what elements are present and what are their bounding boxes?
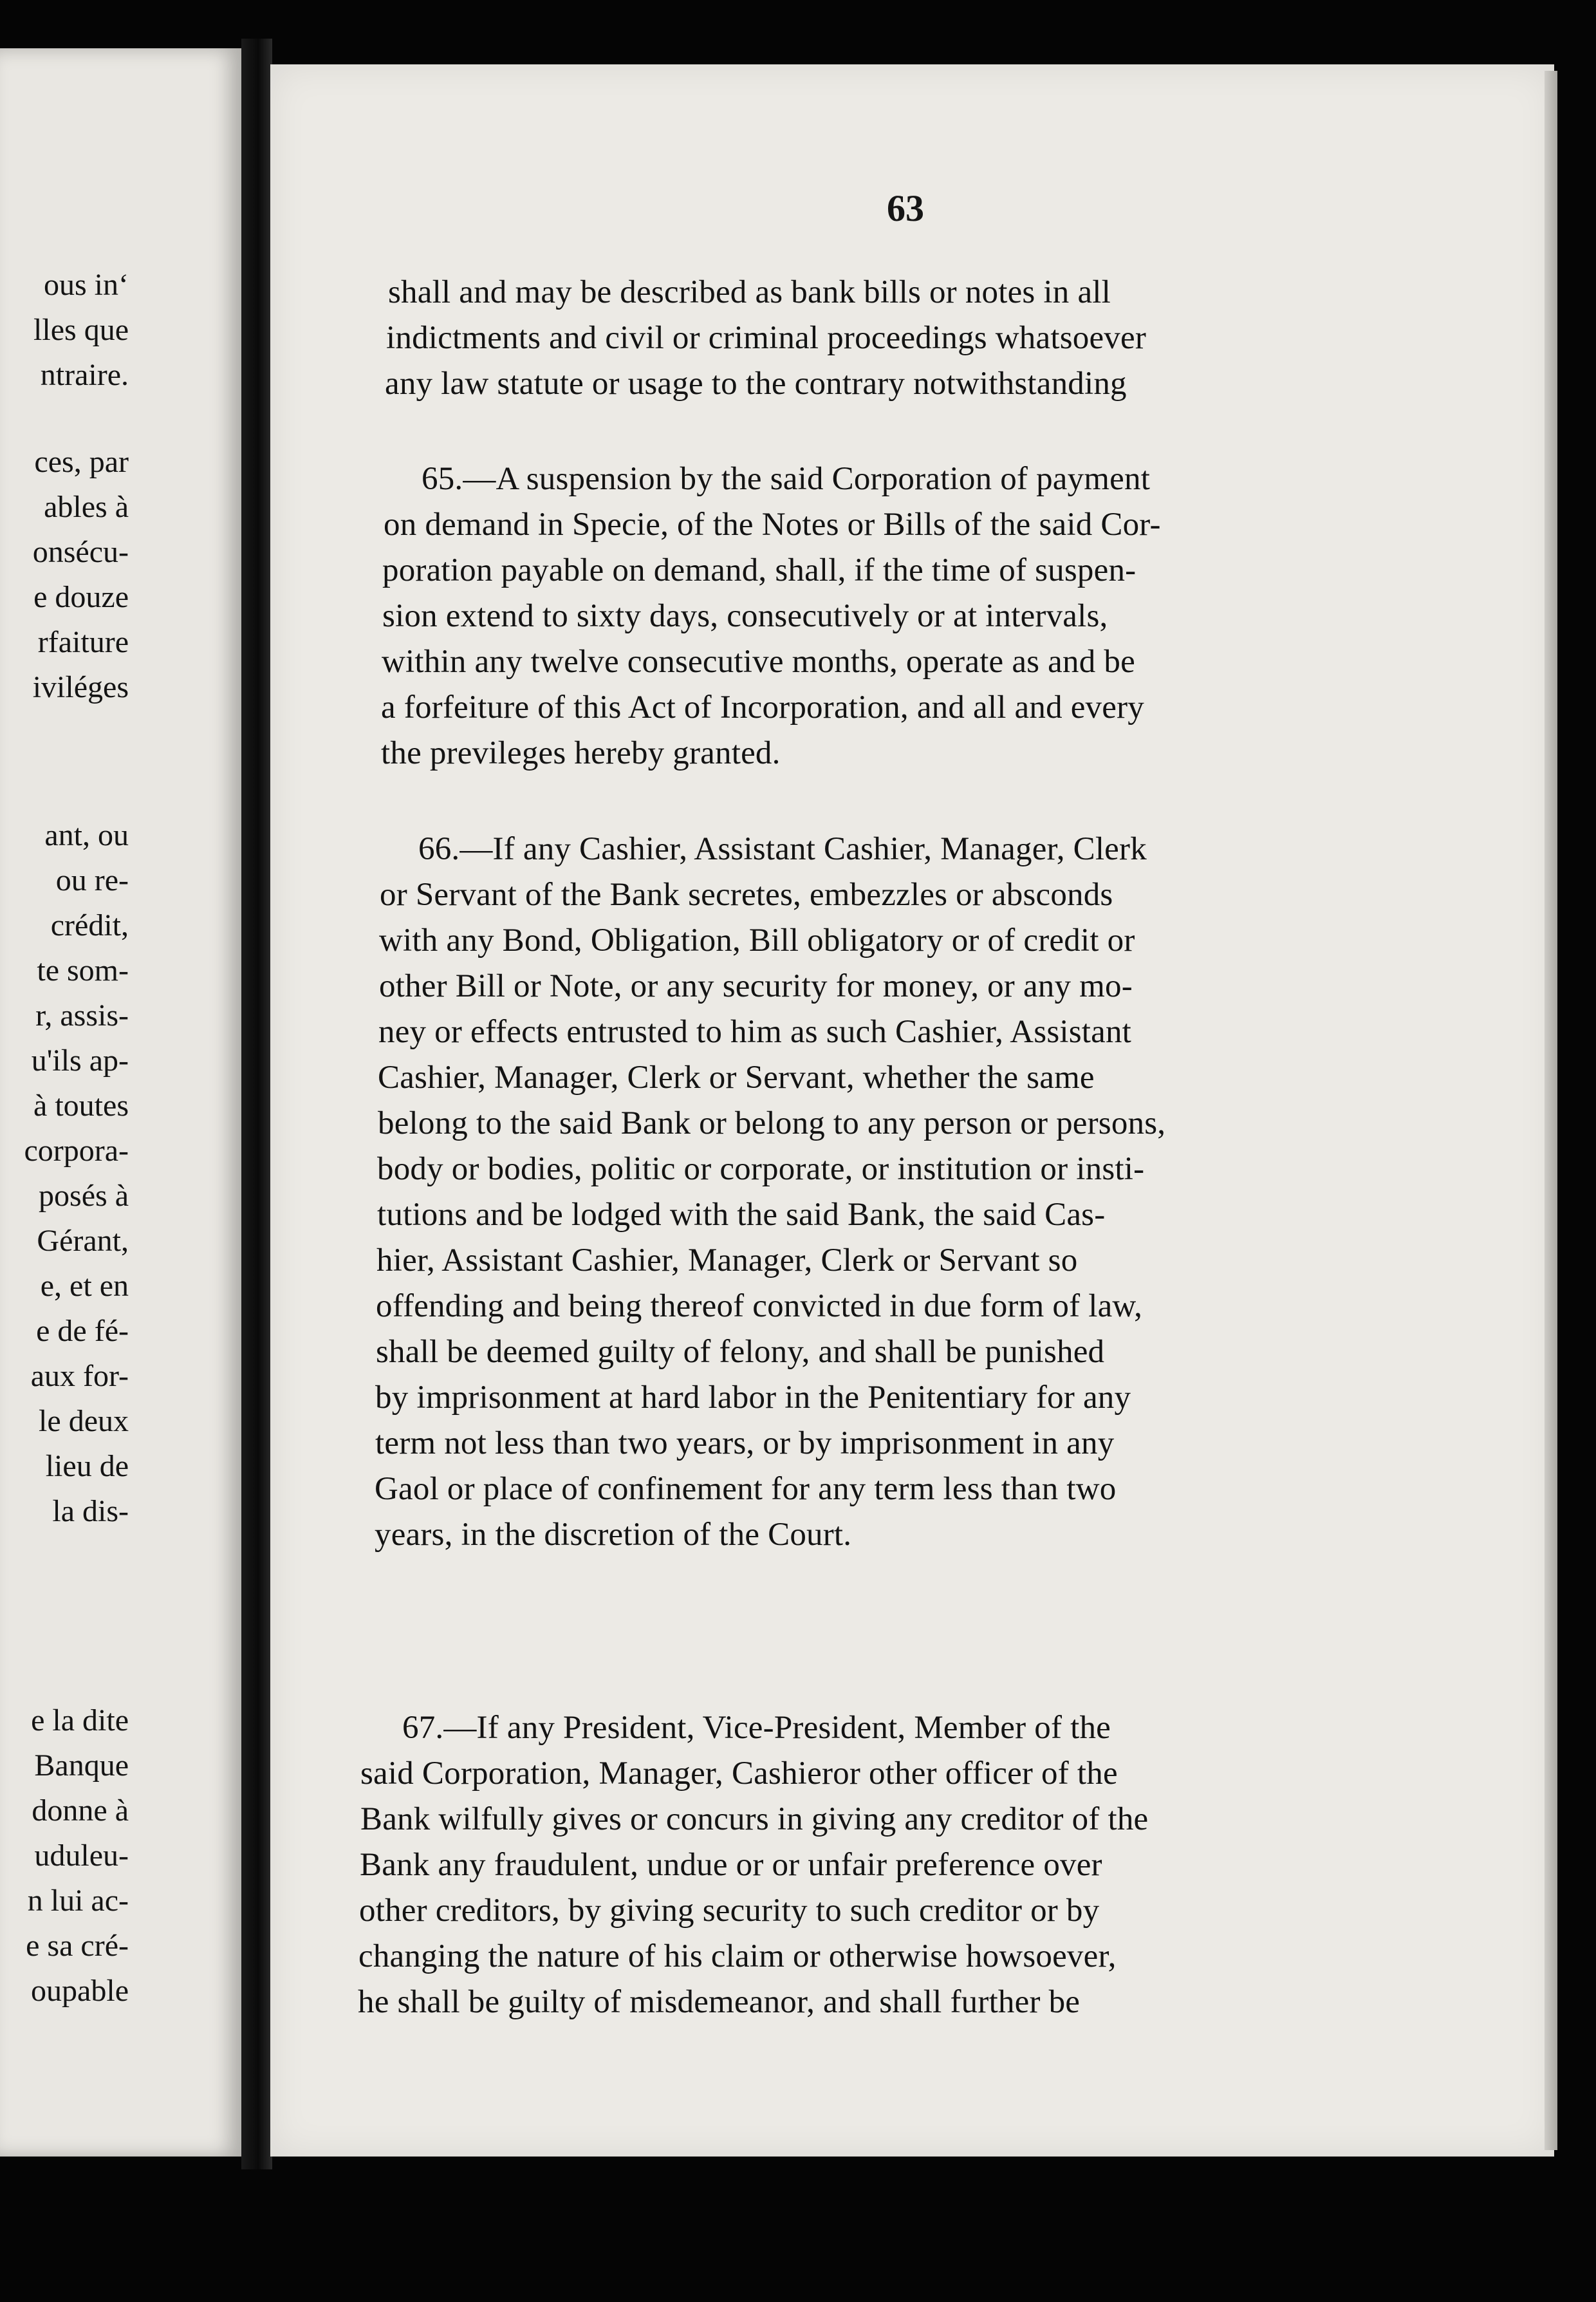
left-line: e, et en — [40, 1269, 129, 1303]
text-line: 67.—If any President, Vice-President, Member of the — [402, 1710, 1111, 1746]
left-line: u'ils ap- — [31, 1043, 129, 1078]
left-line: ant, ou — [44, 818, 129, 852]
left-line: e douze — [33, 580, 129, 614]
text-line: on demand in Specie, of the Notes or Bills of the said Cor- — [384, 507, 1161, 543]
text-line: body or bodies, politic or corporate, or institution or insti- — [377, 1151, 1145, 1187]
text-line: 65.—A suspension by the said Corporation of payment — [422, 461, 1151, 497]
left-line: lles que — [33, 313, 129, 347]
text-line: shall be deemed guilty of felony, and shall be punished — [376, 1334, 1105, 1370]
left-line: e la dite — [31, 1703, 129, 1737]
left-line: ou re- — [55, 863, 129, 897]
left-line: Gérant, — [37, 1224, 129, 1258]
left-line: iviléges — [32, 670, 129, 704]
text-line: sion extend to sixty days, consecutively or at intervals, — [382, 598, 1108, 634]
left-line: ntraire. — [40, 358, 129, 392]
text-line: a forfeiture of this Act of Incorporation, and all and every — [381, 689, 1144, 725]
left-line: n lui ac- — [27, 1884, 129, 1918]
left-line: uduleu- — [34, 1839, 129, 1873]
text-line: he shall be guilty of misdemeanor, and shall further be — [358, 1984, 1081, 2020]
text-line: the previleges hereby granted. — [381, 735, 781, 771]
text-line: tutions and be lodged with the said Bank, the said Cas- — [377, 1197, 1106, 1233]
left-line: rfaiture — [37, 625, 129, 659]
left-line: donne à — [32, 1793, 129, 1828]
text-line: said Corporation, Manager, Cashieror other officer of the — [360, 1755, 1118, 1792]
left-line: ables à — [44, 490, 129, 524]
text-line: by imprisonment at hard labor in the Penitentiary for any — [375, 1380, 1131, 1416]
book-gutter — [241, 39, 272, 2169]
text-line: shall and may be described as bank bills or notes in all — [388, 274, 1111, 310]
text-line: any law statute or usage to the contrary notwithstanding — [385, 366, 1127, 402]
text-line: offending and being thereof convicted in due form of law, — [376, 1288, 1143, 1324]
text-line: Cashier, Manager, Clerk or Servant, whether the same — [378, 1060, 1095, 1096]
text-line: 66.—If any Cashier, Assistant Cashier, Manager, Clerk — [418, 831, 1147, 867]
text-line: poration payable on demand, shall, if the time of suspen- — [382, 552, 1137, 588]
text-line: other creditors, by giving security to such creditor or by — [359, 1893, 1100, 1929]
text-line: Bank any fraudulent, undue or or unfair preference over — [360, 1847, 1102, 1883]
left-line: lieu de — [45, 1449, 129, 1483]
text-line: indictments and civil or criminal proceedings whatsoever — [386, 320, 1147, 356]
left-line: à toutes — [33, 1089, 129, 1123]
left-line: aux for- — [30, 1359, 129, 1393]
left-line: oupable — [31, 1974, 129, 2008]
text-line: within any twelve consecutive months, operate as and be — [382, 644, 1135, 680]
left-line: le deux — [39, 1404, 129, 1438]
left-line: la dis- — [52, 1494, 129, 1528]
left-line: e sa cré- — [26, 1929, 129, 1963]
text-line: ney or effects entrusted to him as such Cashier, Assistant — [378, 1014, 1132, 1050]
left-line: r, assis- — [35, 998, 129, 1033]
page-number: 63 — [887, 187, 924, 229]
page-edge — [1545, 71, 1557, 2150]
text-line: hier, Assistant Cashier, Manager, Clerk or Servant so — [376, 1242, 1078, 1278]
text-line: with any Bond, Obligation, Bill obligatory or of credit or — [379, 922, 1135, 959]
text-line: other Bill or Note, or any security for money, or any mo- — [379, 968, 1133, 1004]
left-line: onsécu- — [32, 535, 129, 569]
text-line: Gaol or place of confinement for any term less than two — [375, 1471, 1117, 1507]
left-line: ous in‘ — [44, 268, 129, 302]
left-line: ces, par — [34, 445, 129, 479]
left-line: te som- — [37, 953, 129, 987]
left-line: corpora- — [24, 1134, 129, 1168]
text-line: term not less than two years, or by imprisonment in any — [375, 1425, 1115, 1461]
left-line: Banque — [34, 1748, 129, 1783]
text-line: changing the nature of his claim or otherwise howsoever, — [358, 1938, 1117, 1974]
left-line: e de fé- — [36, 1314, 129, 1348]
left-line: crédit, — [50, 908, 129, 942]
left-line: posés à — [39, 1179, 129, 1213]
text-line: years, in the discretion of the Court. — [375, 1517, 852, 1553]
text-line: or Servant of the Bank secretes, embezzles or absconds — [380, 877, 1113, 913]
text-line: belong to the said Bank or belong to any person or persons, — [378, 1105, 1166, 1141]
left-page — [0, 48, 241, 2157]
text-line: Bank wilfully gives or concurs in giving any creditor of the — [360, 1801, 1149, 1837]
